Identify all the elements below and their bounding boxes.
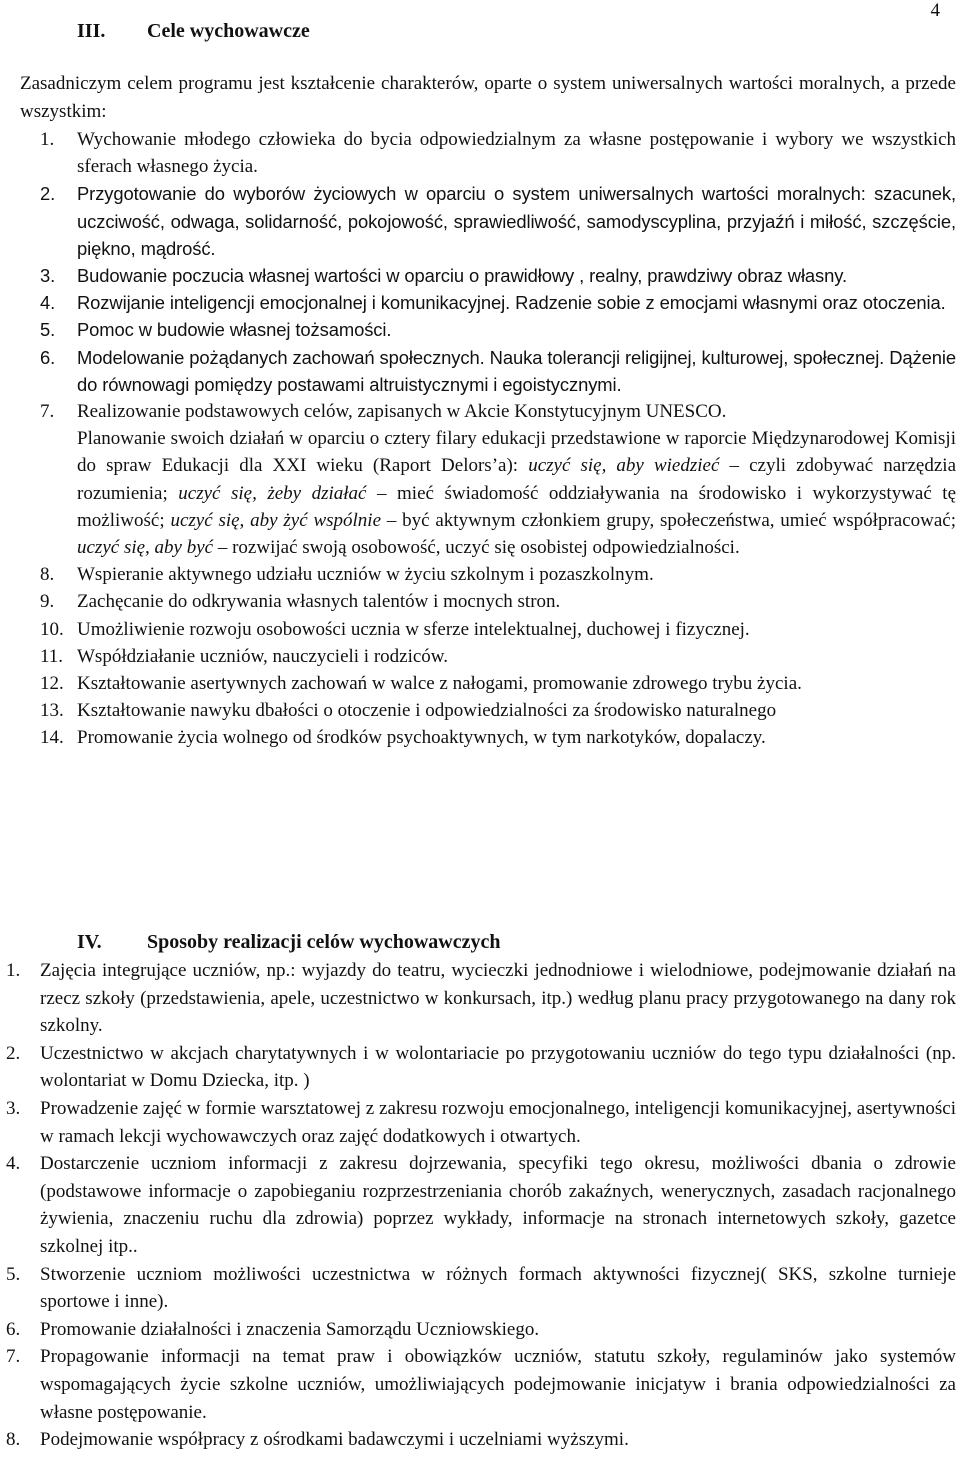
list-item: 5. Stworzenie uczniom możliwości uczestnictwa w różnych formach aktywności fizycznej( SKS, szkolne turnieje sportowe i inne). bbox=[6, 1263, 956, 1313]
list-item: 11. Współdziałanie uczniów, nauczycieli i rodziców. bbox=[40, 645, 449, 667]
section-heading bbox=[77, 20, 310, 43]
section-title: Sposoby realizacji celów wychowawczych bbox=[147, 931, 501, 953]
list-item: 13. Kształtowanie nawyku dbałości o otoczenie i odpowiedzialności za środowisko naturalnego bbox=[40, 700, 777, 722]
list-item: 3. Budowanie poczucia własnej wartości w oparciu o prawidłowy , realny, prawdziwy obraz własny. bbox=[40, 265, 848, 287]
goals-list bbox=[40, 126, 957, 752]
list-item: 10. Umożliwienie rozwoju osobowości ucznia w sferze intelektualnej, duchowej i fizycznej. bbox=[40, 618, 750, 640]
list-item: 9. Zachęcanie do odkrywania własnych talentów i mocnych stron. bbox=[40, 591, 561, 613]
list-item: 4. Dostarczenie uczniom informacji z zakresu dojrzewania, specyfiki tego okresu, możliwości dbania o zdrowie (podstawowe informacje o zapobieganiu rozprzestrzeniania chorób zakaźnych, wenerycznych, zasadach racjonalnego żywienia, znaczeniu ruchu dla zdrowia) poprzez wykłady, informacje na stronach internetowych szkoły, gazetce szkolnej itp.. bbox=[6, 1153, 956, 1257]
list-item: 8. Podejmowanie współpracy z ośrodkami badawczymi i uczelniami wyższymi. bbox=[6, 1429, 629, 1451]
list-item: 7. Propagowanie informacji na temat praw i obowiązków uczniów, statutu szkoły, regulaminów jako systemów wspomagających życie szkolne uczniów, umożliwiających podejmowanie inicjatyw i brania odpowiedzialności za własne postępowanie. bbox=[6, 1346, 956, 1423]
list-item: 6. Promowanie działalności i znaczenia Samorządu Uczniowskiego. bbox=[6, 1318, 540, 1340]
list-item: 8. Wspieranie aktywnego udziału uczniów w życiu szkolnym i pozaszkolnym. bbox=[40, 564, 654, 586]
list-item: 1. Wychowanie młodego człowieka do bycia odpowiedzialnym za własne postępowanie i wybory we wszystkich sferach własnego życia. bbox=[40, 129, 956, 178]
list-item: 4. Rozwijanie inteligencji emocjonalnej i komunikacyjnej. Radzenie sobie z emocjami własnymi oraz otoczenia. bbox=[40, 292, 946, 314]
list-item: 1. Zajęcia integrujące uczniów, np.: wyjazdy do teatru, wycieczki jednodniowe i wielodniowe, podejmowanie działań na rzecz szkoły (przedstawienia, apele, uczestnictwo w konkursach, itp.) według planu pracy przygotowanego na dany rok szkolny. bbox=[6, 960, 956, 1037]
section-numeral: III. bbox=[77, 20, 106, 42]
list-item: 6. Modelowanie pożądanych zachowań społecznych. Nauka tolerancji religijnej, kulturowej, społecznej. Dążenie do równowagi pomiędzy postawami altruistycznymi i egoistycznymi. bbox=[40, 346, 956, 395]
section-title: Cele wychowawcze bbox=[147, 20, 310, 42]
page-number: 4 bbox=[930, 0, 940, 21]
section-intro: Zasadniczym celem programu jest kształcenie charakterów, oparte o system uniwersalnych wartości moralnych, a przede wszystkim: bbox=[20, 73, 956, 122]
list-item: 5. Pomoc w budowie własnej tożsamości. bbox=[40, 319, 392, 341]
list-item: 2. Uczestnictwo w akcjach charytatywnych i w wolontariacie po przygotowaniu uczniów do tego typu działalności (np. wolontariat w Domu Dziecka, itp. ) bbox=[6, 1042, 956, 1092]
list-item: 7. Realizowanie podstawowych celów, zapisanych w Akcie Konstytucyjnym UNESCO. Planowanie swoich działań w oparciu o cztery filary edukacji przedstawione w raporcie Międzynarodowej Komisji do spraw Edukacji dla XXI wieku (Raport Delors’a): uczyć się, aby wiedzieć – czyli zdobywać narzędzia rozumienia; uczyć się, żeby działać – mieć świadomość oddziaływania na środowisko i wykorzystywać tę możliwość; uczyć się, aby żyć wspólnie – być aktywnym członkiem grupy, społeczeństwa, umieć współpracować; uczyć się, aby być – rozwijać swoją osobowość, uczyć się osobistej odpowiedzialności. bbox=[40, 401, 957, 559]
section-numeral: IV. bbox=[77, 931, 102, 953]
list-item: 14. Promowanie życia wolnego od środków psychoaktywnych, w tym narkotyków, dopalaczy. bbox=[40, 727, 766, 749]
list-item: 12. Kształtowanie asertywnych zachowań w walce z nałogami, promowanie zdrowego trybu życia. bbox=[40, 673, 802, 695]
list-item: 3. Prowadzenie zajęć w formie warsztatowej z zakresu rozwoju emocjonalnego, inteligencji komunikacyjnej, asertywności w ramach lekcji wychowawczych oraz zajęć dodatkowych i otwartych. bbox=[6, 1097, 956, 1147]
section-heading bbox=[77, 931, 500, 954]
list-item: 2. Przygotowanie do wyborów życiowych w oparciu o system uniwersalnych wartości moralnych: szacunek, uczciwość, odwaga, solidarność, pokojowość, sprawiedliwość, samodyscyplina, przyjaźń i miłość, szczęście, piękno, mądrość. bbox=[40, 183, 956, 259]
methods-list bbox=[6, 957, 956, 1454]
